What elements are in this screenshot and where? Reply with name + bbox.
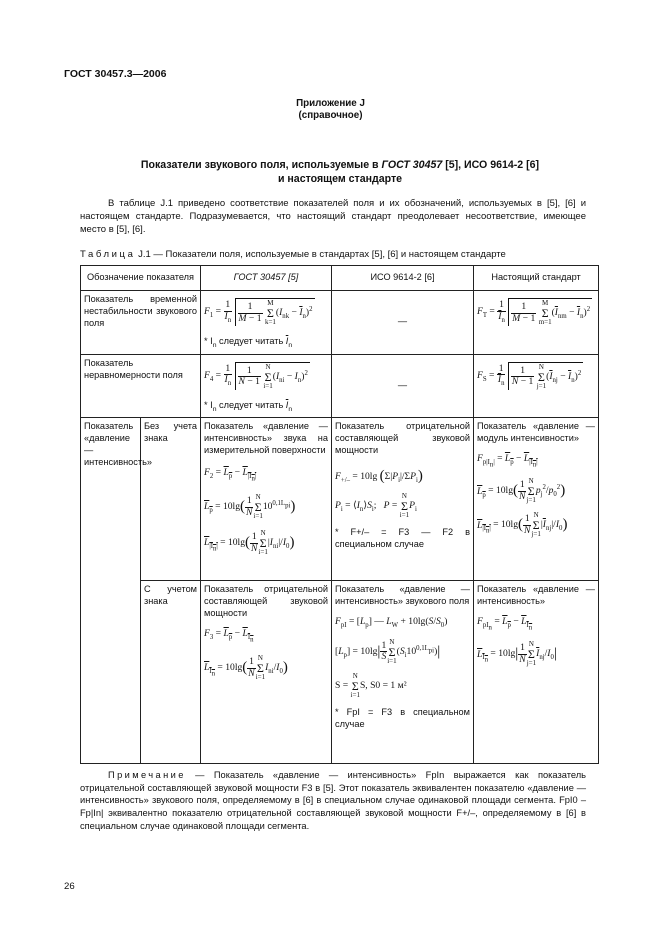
gost-cell xyxy=(201,291,332,355)
table-note: Примечание — Показатель «давление — интенсивность» FpIn выражается как показатель отрицательной составляющей звуковой мощности F3 в [5]. Этот показатель эквивалентен показателю «давление — интенсивность» звукового поля, определяемому в [6] в специальном случае одинаковой площади сегмента. FpI0 – Fp|In| эквивалентно показателю отрицательной составляющей звуковой мощности F+/–, определяемому в [6] в специальном случае одинаковой площади сегмента. xyxy=(80,770,586,831)
row-name: Показатель «давление— интенсивность» xyxy=(81,418,141,764)
col-header-standard: Настоящий стандарт xyxy=(474,266,599,291)
formula-li-std: $L_{|I_n|} = 10\lg$( $\frac{1}{N}$ N Σ $j=1|\overline{I}_{nj}|/I_0$) xyxy=(477,511,568,539)
iso-note: * F+/– = F3 — F2 в специальном случае xyxy=(335,526,470,549)
iso-cell: Показатель отрицательной составляющей звуковой мощности $F_{+/-} = 10\lg$ $(\Sigma|P_i|/\Sigma P_i)$ $P_i$ = $⟨I_n⟩S_i$; P = N Σ $i=1P_i$ * F+/– = F3 — F2 в специальном случае xyxy=(332,418,474,581)
document-header: ГОСТ 30457.3—2006 xyxy=(64,68,167,80)
intro-paragraph: В таблице J.1 приведено соответствие показателей поля и их обозначений, используемых в [5], [6] и настоящем стандарте. Подразумевается, что настоящий стандарт преодолевает несоответствие, имеющее место в [5], [6]. xyxy=(80,198,586,235)
formula-fpi-abs: $F_{p|I_n|} = L_p - L_{|I_n|}$ xyxy=(477,453,538,469)
col-header-designation: Обозначение показателя xyxy=(81,266,201,291)
formula-fpin: $F_{pI_n} = L_p - L_{I_n}$ xyxy=(477,616,533,632)
col-header-gost: ГОСТ 30457 [5] xyxy=(201,266,332,291)
row-subname: С учетом знака xyxy=(141,581,201,764)
formula-fpm: $F_{+/-} = 10\lg$ $(\Sigma|P_i|/\Sigma P_i)$ xyxy=(335,468,423,485)
formula-f4: $F_4$ = $\frac{1}{I_n}$ $\frac{1}{N - 1}$ N Σ $i=1(I_{ni} - I_n)^2$ xyxy=(204,362,308,390)
standard-cell: Показатель «давление — модуль интенсивности» $F_{p|I_n|} = L_p - L_{|I_n|}$ $L_p = 10\lg$( $\frac{1}{N}$ N Σ $j=1p_j^2/p_0^2$) $L_{|I_n|} = 10\lg$( $\frac{1}{N}$ N Σ $j=1|\overline{I}_{nj}|/I_0$) xyxy=(474,418,599,581)
row-note: * $I_n$ следует читать $\overline{I}_n$ xyxy=(204,336,293,349)
formula-f2: $F_2 = L_p - L_{|I_n|}$ xyxy=(204,467,257,483)
iso-cell-empty: — xyxy=(332,354,474,418)
formula-lp-iso: $[L_p] = 10\lg|$ $\frac{1}{S}$ N Σ $i=1(S_i10^{0,1L_{pi}})|$ xyxy=(335,637,441,665)
table-caption: Таблица J.1 — Показатели поля, используемые в стандартах [5], [6] и настоящем стандарте xyxy=(80,249,506,260)
gost-cell: Показатель отрицательной составляющей звуковой мощности $F_3 = L_p - L_{I_n}$ $L_{I_n} = 10\lg$( $\frac{1}{N}$ N Σ $i=1I_{ni}/I_0$) xyxy=(201,581,332,764)
row-name: Показатель временной нестабильности звукового поля xyxy=(81,291,201,355)
section-title: Показатели звукового поля, используемые в ГОСТ 30457 [5], ИСО 9614-2 [6] и настоящем стандарте xyxy=(140,159,540,186)
formula-lp: $L_p = 10\lg$( $\frac{1}{N}$ N Σ $i=110^{0,1L_{pi}}$) xyxy=(204,493,296,521)
row-name: Показатель неравномерности поля xyxy=(81,354,201,418)
standard-cell: Показатель «давление — интенсивность» $F_{pI_n} = L_p - L_{I_n}$ $L_{I_n} = 10\lg|$ $\frac{1}{N}$ N Σ $j=1\overline{I}_{nj}/I_0|$ xyxy=(474,581,599,764)
formula-fpi: $F_{pI} = [L_p]$ — $L_W + 10\lg(S/S_0)$ xyxy=(335,616,448,630)
formula-lin-std: $L_{I_n} = 10\lg|$ $\frac{1}{N}$ N Σ $j=1\overline{I}_{nj}/I_0|$ xyxy=(477,640,557,668)
gost-cell: Показатель «давление — интенсивность» звука на измерительной поверхности $F_2 = L_p - L_{|I_n|}$ $L_p = 10\lg$( $\frac{1}{N}$ N Σ $i=110^{0,1L_{pi}}$) $L_{|I_n|} = 10\lg$( $\frac{1}{N}$ N Σ $i=1|I_{ni}|/I_0$) xyxy=(201,418,332,581)
table-row xyxy=(81,291,599,355)
iso-note: * FpI = F3 в специальном случае xyxy=(335,706,470,729)
iso-cell: Показатель «давление — интенсивность» звукового поля $F_{pI} = [L_p]$ — $L_W + 10\lg(S/S_0)$ $[L_p] = 10\lg|$ $\frac{1}{S}$ N Σ $i=1(S_i10^{0,1L_{pi}})|$ S = N Σ i=1S, S0 = 1 м² * FpI = F3 в специальном случае xyxy=(332,581,474,764)
formula-fs: $F_S$ = $\frac{1}{\overline{I}_n}$ $\frac{1}{N - 1}$ N Σ $j=1(\overline{I}_{nj} - \overline{I}_n)^2$ xyxy=(477,362,582,390)
table-row xyxy=(81,581,599,764)
formula-pi: $P_i$ = $⟨I_n⟩S_i$; P = N Σ $i=1P_i$ xyxy=(335,491,417,519)
formula-s: S = N Σ i=1S, S0 = 1 м² xyxy=(335,671,407,699)
gost-cell xyxy=(201,354,332,418)
iso-cell-empty: — xyxy=(332,291,474,355)
formula-lin: $L_{I_n} = 10\lg$( $\frac{1}{N}$ N Σ $i=1I_{ni}/I_0$) xyxy=(204,654,288,682)
col-header-iso: ИСО 9614-2 [6] xyxy=(332,266,474,291)
row-note: * $I_n$ следует читать $\overline{I}_n$ xyxy=(204,399,293,413)
standard-cell xyxy=(474,291,599,355)
table-header-row xyxy=(81,266,599,291)
appendix-status: (справочное) xyxy=(298,110,363,121)
page-number: 26 xyxy=(64,881,75,892)
formula-li: $L_{|I_n|} = 10\lg$( $\frac{1}{N}$ N Σ $i=1|I_{ni}|/I_0$) xyxy=(204,529,295,557)
table-row xyxy=(81,418,599,581)
formula-ft: $F_T$ = $\frac{1}{\overline{I}_n}$ $\frac{1}{M - 1}$ M Σ $m=1(\overline{I}_{nm} - \overline{I}_n)^2$ xyxy=(477,299,591,326)
comparison-table xyxy=(80,265,599,764)
formula-lp-std: $L_p = 10\lg$( $\frac{1}{N}$ N Σ $j=1p_j^2/p_0^2$) xyxy=(477,477,566,505)
formula-f3: $F_3 = L_p - L_{I_n}$ xyxy=(204,628,254,644)
table-row xyxy=(81,354,599,418)
standard-cell xyxy=(474,354,599,418)
row-subname: Без учета знака xyxy=(141,418,201,581)
appendix-title: Приложение J xyxy=(296,98,365,109)
formula-f1: $F_1$ = $\frac{1}{I_n}$ $\frac{1}{M - 1}$ M Σ $k=1(I_{nk} - \overline{I}_n)^2$ xyxy=(204,299,313,326)
